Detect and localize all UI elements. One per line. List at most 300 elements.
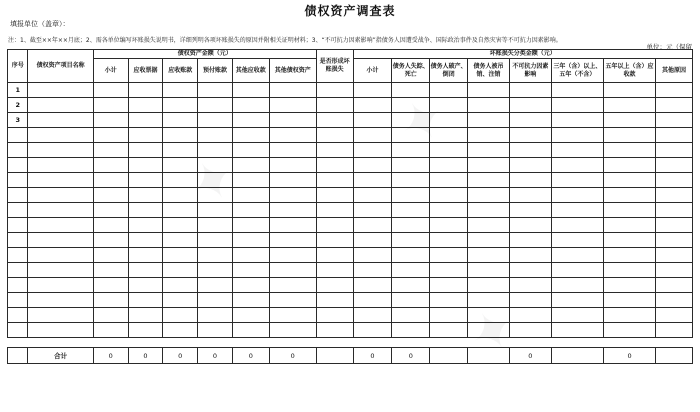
row-number-cell[interactable] bbox=[8, 293, 28, 308]
table-cell[interactable] bbox=[392, 83, 430, 98]
table-cell[interactable] bbox=[198, 248, 233, 263]
table-cell[interactable] bbox=[128, 248, 163, 263]
total-value-cell[interactable] bbox=[316, 348, 353, 364]
table-cell[interactable] bbox=[603, 248, 655, 263]
table-cell[interactable] bbox=[198, 203, 233, 218]
table-cell[interactable] bbox=[353, 203, 392, 218]
table-cell[interactable] bbox=[163, 83, 198, 98]
table-cell[interactable] bbox=[656, 278, 693, 293]
table-cell[interactable] bbox=[163, 263, 198, 278]
table-cell[interactable] bbox=[430, 143, 468, 158]
table-cell[interactable] bbox=[316, 98, 353, 113]
table-cell[interactable] bbox=[198, 83, 233, 98]
table-cell[interactable] bbox=[551, 128, 603, 143]
table-cell[interactable] bbox=[430, 263, 468, 278]
table-cell[interactable] bbox=[269, 263, 316, 278]
table-cell[interactable] bbox=[198, 128, 233, 143]
table-cell[interactable] bbox=[468, 113, 510, 128]
table-cell[interactable] bbox=[316, 218, 353, 233]
table-cell[interactable] bbox=[392, 188, 430, 203]
total-value-cell[interactable]: 0 bbox=[603, 348, 655, 364]
table-cell[interactable] bbox=[656, 323, 693, 338]
row-number-cell[interactable] bbox=[8, 158, 28, 173]
table-cell[interactable] bbox=[28, 278, 93, 293]
table-cell[interactable] bbox=[232, 143, 269, 158]
table-cell[interactable] bbox=[128, 278, 163, 293]
table-cell[interactable] bbox=[392, 323, 430, 338]
table-cell[interactable] bbox=[468, 278, 510, 293]
table-cell[interactable] bbox=[551, 218, 603, 233]
table-cell[interactable] bbox=[551, 83, 603, 98]
table-cell[interactable] bbox=[269, 113, 316, 128]
table-cell[interactable] bbox=[269, 218, 316, 233]
table-cell[interactable] bbox=[603, 83, 655, 98]
table-cell[interactable] bbox=[509, 323, 551, 338]
table-cell[interactable] bbox=[128, 113, 163, 128]
total-value-cell[interactable]: 0 bbox=[198, 348, 233, 364]
table-cell[interactable] bbox=[392, 143, 430, 158]
row-number-cell[interactable] bbox=[8, 218, 28, 233]
table-cell[interactable] bbox=[28, 83, 93, 98]
table-cell[interactable] bbox=[353, 278, 392, 293]
table-cell[interactable] bbox=[392, 203, 430, 218]
table-cell[interactable] bbox=[603, 263, 655, 278]
table-cell[interactable] bbox=[163, 188, 198, 203]
table-cell[interactable] bbox=[353, 263, 392, 278]
table-cell[interactable] bbox=[509, 143, 551, 158]
table-cell[interactable] bbox=[232, 158, 269, 173]
table-cell[interactable] bbox=[551, 293, 603, 308]
table-cell[interactable] bbox=[353, 83, 392, 98]
table-cell[interactable] bbox=[656, 308, 693, 323]
total-value-cell[interactable]: 0 bbox=[163, 348, 198, 364]
table-cell[interactable] bbox=[551, 113, 603, 128]
table-cell[interactable] bbox=[603, 278, 655, 293]
table-cell[interactable] bbox=[656, 83, 693, 98]
table-cell[interactable] bbox=[316, 173, 353, 188]
table-cell[interactable] bbox=[316, 323, 353, 338]
table-cell[interactable] bbox=[551, 308, 603, 323]
table-cell[interactable] bbox=[198, 278, 233, 293]
table-cell[interactable] bbox=[468, 128, 510, 143]
table-cell[interactable] bbox=[232, 188, 269, 203]
table-cell[interactable] bbox=[269, 158, 316, 173]
table-cell[interactable] bbox=[603, 323, 655, 338]
table-cell[interactable] bbox=[128, 128, 163, 143]
table-cell[interactable] bbox=[316, 248, 353, 263]
total-value-cell[interactable]: 0 bbox=[232, 348, 269, 364]
row-number-cell[interactable] bbox=[8, 278, 28, 293]
table-cell[interactable] bbox=[656, 128, 693, 143]
table-cell[interactable] bbox=[468, 248, 510, 263]
table-cell[interactable] bbox=[28, 218, 93, 233]
table-cell[interactable] bbox=[93, 98, 128, 113]
table-cell[interactable] bbox=[28, 143, 93, 158]
table-cell[interactable] bbox=[163, 278, 198, 293]
table-cell[interactable] bbox=[163, 128, 198, 143]
table-cell[interactable] bbox=[163, 293, 198, 308]
table-cell[interactable] bbox=[551, 278, 603, 293]
table-cell[interactable] bbox=[269, 98, 316, 113]
table-cell[interactable] bbox=[509, 218, 551, 233]
table-cell[interactable] bbox=[232, 323, 269, 338]
table-cell[interactable] bbox=[28, 113, 93, 128]
table-cell[interactable] bbox=[269, 83, 316, 98]
table-cell[interactable] bbox=[551, 158, 603, 173]
table-cell[interactable] bbox=[163, 233, 198, 248]
table-cell[interactable] bbox=[316, 233, 353, 248]
table-cell[interactable] bbox=[430, 98, 468, 113]
table-cell[interactable] bbox=[232, 98, 269, 113]
table-cell[interactable] bbox=[163, 173, 198, 188]
table-cell[interactable] bbox=[551, 233, 603, 248]
table-cell[interactable] bbox=[316, 188, 353, 203]
table-cell[interactable] bbox=[509, 158, 551, 173]
table-cell[interactable] bbox=[316, 158, 353, 173]
table-cell[interactable] bbox=[430, 278, 468, 293]
table-cell[interactable] bbox=[163, 98, 198, 113]
table-cell[interactable] bbox=[163, 308, 198, 323]
table-cell[interactable] bbox=[656, 173, 693, 188]
table-cell[interactable] bbox=[509, 278, 551, 293]
total-value-cell[interactable] bbox=[430, 348, 468, 364]
table-cell[interactable] bbox=[392, 218, 430, 233]
table-cell[interactable] bbox=[28, 158, 93, 173]
table-cell[interactable] bbox=[269, 203, 316, 218]
table-cell[interactable] bbox=[198, 173, 233, 188]
table-cell[interactable] bbox=[93, 218, 128, 233]
table-cell[interactable] bbox=[656, 158, 693, 173]
table-cell[interactable] bbox=[468, 188, 510, 203]
table-cell[interactable] bbox=[269, 173, 316, 188]
table-cell[interactable] bbox=[353, 233, 392, 248]
table-cell[interactable] bbox=[509, 173, 551, 188]
table-cell[interactable] bbox=[468, 203, 510, 218]
table-cell[interactable] bbox=[353, 173, 392, 188]
table-cell[interactable] bbox=[28, 203, 93, 218]
table-cell[interactable] bbox=[430, 308, 468, 323]
table-cell[interactable] bbox=[430, 233, 468, 248]
table-cell[interactable] bbox=[269, 128, 316, 143]
table-cell[interactable] bbox=[198, 233, 233, 248]
table-cell[interactable] bbox=[430, 158, 468, 173]
row-number-cell[interactable]: 2 bbox=[8, 98, 28, 113]
table-cell[interactable] bbox=[163, 323, 198, 338]
table-cell[interactable] bbox=[392, 128, 430, 143]
table-cell[interactable] bbox=[656, 248, 693, 263]
table-cell[interactable] bbox=[269, 188, 316, 203]
table-cell[interactable] bbox=[468, 233, 510, 248]
table-cell[interactable] bbox=[603, 173, 655, 188]
table-cell[interactable] bbox=[430, 248, 468, 263]
table-cell[interactable] bbox=[93, 173, 128, 188]
table-cell[interactable] bbox=[316, 308, 353, 323]
table-cell[interactable] bbox=[93, 128, 128, 143]
table-cell[interactable] bbox=[509, 128, 551, 143]
table-cell[interactable] bbox=[93, 293, 128, 308]
table-cell[interactable] bbox=[28, 293, 93, 308]
table-cell[interactable] bbox=[232, 218, 269, 233]
table-cell[interactable] bbox=[198, 293, 233, 308]
table-cell[interactable] bbox=[468, 158, 510, 173]
table-cell[interactable] bbox=[93, 233, 128, 248]
table-cell[interactable] bbox=[198, 113, 233, 128]
table-cell[interactable] bbox=[430, 128, 468, 143]
table-cell[interactable] bbox=[656, 113, 693, 128]
table-cell[interactable] bbox=[93, 203, 128, 218]
table-cell[interactable] bbox=[603, 98, 655, 113]
table-cell[interactable] bbox=[430, 188, 468, 203]
table-cell[interactable] bbox=[28, 248, 93, 263]
total-value-cell[interactable]: 0 bbox=[353, 348, 392, 364]
table-cell[interactable] bbox=[93, 248, 128, 263]
table-cell[interactable] bbox=[551, 98, 603, 113]
table-cell[interactable] bbox=[656, 203, 693, 218]
table-cell[interactable] bbox=[128, 308, 163, 323]
table-cell[interactable] bbox=[509, 248, 551, 263]
table-cell[interactable] bbox=[551, 203, 603, 218]
table-cell[interactable] bbox=[353, 128, 392, 143]
table-cell[interactable] bbox=[128, 143, 163, 158]
table-cell[interactable] bbox=[128, 188, 163, 203]
table-cell[interactable] bbox=[468, 308, 510, 323]
table-cell[interactable] bbox=[128, 203, 163, 218]
row-number-cell[interactable]: 1 bbox=[8, 83, 28, 98]
table-cell[interactable] bbox=[232, 113, 269, 128]
table-cell[interactable] bbox=[509, 113, 551, 128]
table-cell[interactable] bbox=[603, 188, 655, 203]
table-cell[interactable] bbox=[353, 293, 392, 308]
table-cell[interactable] bbox=[163, 203, 198, 218]
table-cell[interactable] bbox=[509, 233, 551, 248]
total-value-cell[interactable]: 0 bbox=[269, 348, 316, 364]
table-cell[interactable] bbox=[468, 293, 510, 308]
table-cell[interactable] bbox=[93, 188, 128, 203]
table-cell[interactable] bbox=[509, 203, 551, 218]
table-cell[interactable] bbox=[430, 218, 468, 233]
table-cell[interactable] bbox=[468, 173, 510, 188]
table-cell[interactable] bbox=[128, 233, 163, 248]
table-cell[interactable] bbox=[232, 293, 269, 308]
table-cell[interactable] bbox=[93, 263, 128, 278]
table-cell[interactable] bbox=[353, 308, 392, 323]
row-number-cell[interactable] bbox=[8, 263, 28, 278]
total-value-cell[interactable]: 0 bbox=[509, 348, 551, 364]
table-cell[interactable] bbox=[509, 293, 551, 308]
table-cell[interactable] bbox=[198, 158, 233, 173]
table-cell[interactable] bbox=[232, 263, 269, 278]
total-value-cell[interactable]: 0 bbox=[128, 348, 163, 364]
table-cell[interactable] bbox=[392, 98, 430, 113]
table-cell[interactable] bbox=[198, 188, 233, 203]
table-cell[interactable] bbox=[93, 113, 128, 128]
table-cell[interactable] bbox=[353, 248, 392, 263]
table-cell[interactable] bbox=[468, 218, 510, 233]
total-value-cell[interactable]: 0 bbox=[93, 348, 128, 364]
table-cell[interactable] bbox=[656, 218, 693, 233]
total-value-cell[interactable]: 0 bbox=[392, 348, 430, 364]
table-cell[interactable] bbox=[551, 323, 603, 338]
row-number-cell[interactable] bbox=[8, 323, 28, 338]
table-cell[interactable] bbox=[392, 233, 430, 248]
table-cell[interactable] bbox=[28, 188, 93, 203]
table-cell[interactable] bbox=[232, 173, 269, 188]
table-cell[interactable] bbox=[551, 188, 603, 203]
table-cell[interactable] bbox=[430, 173, 468, 188]
table-cell[interactable] bbox=[93, 278, 128, 293]
table-cell[interactable] bbox=[656, 98, 693, 113]
table-cell[interactable] bbox=[430, 323, 468, 338]
table-cell[interactable] bbox=[603, 308, 655, 323]
table-cell[interactable] bbox=[163, 248, 198, 263]
table-cell[interactable] bbox=[509, 98, 551, 113]
table-cell[interactable] bbox=[468, 143, 510, 158]
table-cell[interactable] bbox=[163, 218, 198, 233]
table-cell[interactable] bbox=[316, 143, 353, 158]
table-cell[interactable] bbox=[93, 83, 128, 98]
table-cell[interactable] bbox=[353, 158, 392, 173]
table-cell[interactable] bbox=[269, 233, 316, 248]
table-cell[interactable] bbox=[316, 263, 353, 278]
table-cell[interactable] bbox=[232, 278, 269, 293]
table-cell[interactable] bbox=[128, 293, 163, 308]
table-cell[interactable] bbox=[603, 233, 655, 248]
table-cell[interactable] bbox=[551, 263, 603, 278]
table-cell[interactable] bbox=[198, 308, 233, 323]
table-cell[interactable] bbox=[128, 98, 163, 113]
table-cell[interactable] bbox=[353, 113, 392, 128]
table-cell[interactable] bbox=[656, 293, 693, 308]
table-cell[interactable] bbox=[509, 83, 551, 98]
table-cell[interactable] bbox=[430, 293, 468, 308]
table-cell[interactable] bbox=[198, 323, 233, 338]
table-cell[interactable] bbox=[509, 188, 551, 203]
table-cell[interactable] bbox=[28, 98, 93, 113]
row-number-cell[interactable] bbox=[8, 248, 28, 263]
table-cell[interactable] bbox=[353, 218, 392, 233]
table-cell[interactable] bbox=[392, 158, 430, 173]
table-cell[interactable] bbox=[656, 263, 693, 278]
row-number-cell[interactable]: 3 bbox=[8, 113, 28, 128]
table-cell[interactable] bbox=[353, 143, 392, 158]
table-cell[interactable] bbox=[198, 218, 233, 233]
table-cell[interactable] bbox=[163, 143, 198, 158]
table-cell[interactable] bbox=[316, 203, 353, 218]
table-cell[interactable] bbox=[232, 233, 269, 248]
table-cell[interactable] bbox=[353, 323, 392, 338]
table-cell[interactable] bbox=[93, 308, 128, 323]
table-cell[interactable] bbox=[392, 248, 430, 263]
table-cell[interactable] bbox=[656, 233, 693, 248]
table-cell[interactable] bbox=[316, 278, 353, 293]
table-cell[interactable] bbox=[551, 173, 603, 188]
table-cell[interactable] bbox=[232, 248, 269, 263]
table-cell[interactable] bbox=[28, 128, 93, 143]
table-cell[interactable] bbox=[316, 83, 353, 98]
table-cell[interactable] bbox=[198, 98, 233, 113]
table-cell[interactable] bbox=[198, 143, 233, 158]
row-number-cell[interactable] bbox=[8, 203, 28, 218]
table-cell[interactable] bbox=[232, 308, 269, 323]
total-value-cell[interactable] bbox=[551, 348, 603, 364]
table-cell[interactable] bbox=[316, 293, 353, 308]
table-cell[interactable] bbox=[128, 158, 163, 173]
row-number-cell[interactable] bbox=[8, 188, 28, 203]
row-number-cell[interactable] bbox=[8, 128, 28, 143]
table-cell[interactable] bbox=[163, 113, 198, 128]
table-cell[interactable] bbox=[128, 218, 163, 233]
row-number-cell[interactable] bbox=[8, 308, 28, 323]
table-cell[interactable] bbox=[392, 278, 430, 293]
table-cell[interactable] bbox=[269, 278, 316, 293]
table-cell[interactable] bbox=[603, 293, 655, 308]
table-cell[interactable] bbox=[430, 113, 468, 128]
table-cell[interactable] bbox=[28, 233, 93, 248]
table-cell[interactable] bbox=[656, 143, 693, 158]
table-cell[interactable] bbox=[603, 158, 655, 173]
table-cell[interactable] bbox=[269, 143, 316, 158]
table-cell[interactable] bbox=[392, 308, 430, 323]
table-cell[interactable] bbox=[468, 83, 510, 98]
table-cell[interactable] bbox=[128, 83, 163, 98]
table-cell[interactable] bbox=[603, 143, 655, 158]
table-cell[interactable] bbox=[430, 83, 468, 98]
table-cell[interactable] bbox=[603, 203, 655, 218]
table-cell[interactable] bbox=[468, 98, 510, 113]
table-cell[interactable] bbox=[198, 263, 233, 278]
table-cell[interactable] bbox=[28, 323, 93, 338]
table-cell[interactable] bbox=[353, 188, 392, 203]
table-cell[interactable] bbox=[269, 248, 316, 263]
table-cell[interactable] bbox=[551, 143, 603, 158]
table-cell[interactable] bbox=[128, 263, 163, 278]
table-cell[interactable] bbox=[93, 323, 128, 338]
table-cell[interactable] bbox=[316, 128, 353, 143]
table-cell[interactable] bbox=[128, 323, 163, 338]
table-cell[interactable] bbox=[269, 293, 316, 308]
table-cell[interactable] bbox=[551, 248, 603, 263]
total-value-cell[interactable] bbox=[468, 348, 510, 364]
table-cell[interactable] bbox=[509, 308, 551, 323]
table-cell[interactable] bbox=[28, 173, 93, 188]
table-cell[interactable] bbox=[392, 293, 430, 308]
table-cell[interactable] bbox=[430, 203, 468, 218]
table-cell[interactable] bbox=[468, 263, 510, 278]
table-cell[interactable] bbox=[603, 113, 655, 128]
table-cell[interactable] bbox=[269, 323, 316, 338]
table-cell[interactable] bbox=[93, 143, 128, 158]
row-number-cell[interactable] bbox=[8, 143, 28, 158]
total-value-cell[interactable] bbox=[656, 348, 693, 364]
table-cell[interactable] bbox=[163, 158, 198, 173]
table-cell[interactable] bbox=[392, 173, 430, 188]
table-cell[interactable] bbox=[269, 308, 316, 323]
table-cell[interactable] bbox=[232, 83, 269, 98]
table-cell[interactable] bbox=[28, 263, 93, 278]
table-cell[interactable] bbox=[353, 98, 392, 113]
table-cell[interactable] bbox=[128, 173, 163, 188]
table-cell[interactable] bbox=[656, 188, 693, 203]
table-cell[interactable] bbox=[468, 323, 510, 338]
table-cell[interactable] bbox=[93, 158, 128, 173]
table-cell[interactable] bbox=[316, 113, 353, 128]
row-number-cell[interactable] bbox=[8, 173, 28, 188]
table-cell[interactable] bbox=[392, 113, 430, 128]
table-cell[interactable] bbox=[603, 218, 655, 233]
table-cell[interactable] bbox=[603, 128, 655, 143]
table-cell[interactable] bbox=[28, 308, 93, 323]
table-cell[interactable] bbox=[392, 263, 430, 278]
